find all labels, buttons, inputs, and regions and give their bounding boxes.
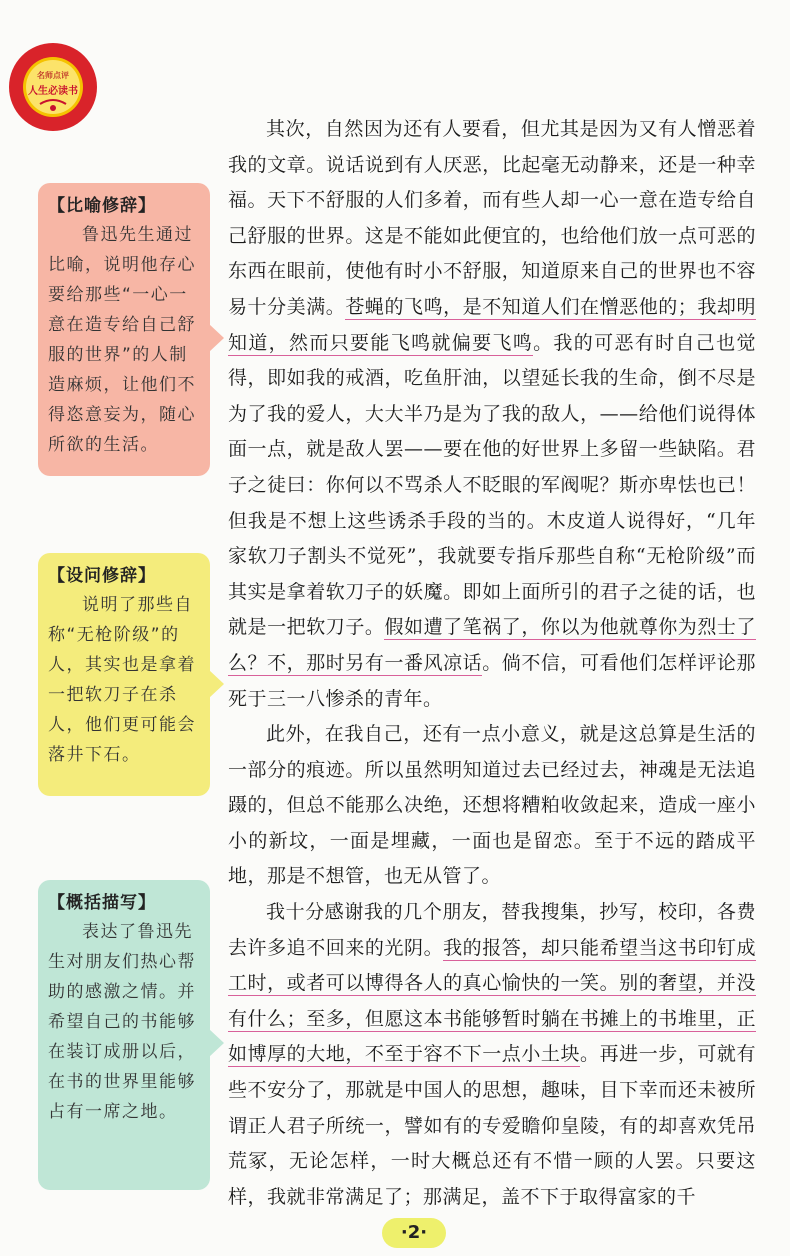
- text-run: 我十分感谢我的几个朋友，替我搜集，抄写，校印，各费去许多追不回来的光阴。: [228, 901, 756, 959]
- badge-center-text: 人生必读书: [28, 86, 78, 97]
- annotation-title: 【概括描写】: [48, 893, 156, 913]
- underlined-passage: 假如遭了笔祸了，你以为他就尊你为烈士了么？不，那时另有一番风凉话: [228, 616, 756, 674]
- annotation-title: 【比喻修辞】: [48, 196, 156, 216]
- series-badge-logo: [8, 42, 98, 132]
- body-text: [228, 112, 756, 1215]
- badge-top-text: 名师点评: [37, 71, 69, 80]
- paragraph: [228, 112, 756, 717]
- annotation-text: 说明了那些自称“无枪阶级”的人，其实也是拿着一把软刀子在杀人，他们更可能会落井下石。: [48, 595, 196, 765]
- text-run: 。再进一步，可就有些不安分了，那就是中国人的思想，趣味，目下幸而还未被所谓正人君子所统一，譬如有的专爱瞻仰皇陵，有的却喜欢凭吊荒冢，无论怎样，一时大概总还有不惜一顾的人罢。只要这样，我就非常满足了；那满足，盖不下于取得富家的千: [228, 1043, 756, 1208]
- text-run: 。我的可恶有时自己也觉得，即如我的戒酒，吃鱼肝油，以望延长我的生命，倒不尽是为了我的爱人，大大半乃是为了我的敌人，——给他们说得体面一点，就是敌人罢——要在他的好世界上多留一些缺陷。君子之徒曰：你何以不骂杀人不眨眼的军阀呢？斯亦卑怯也已！但我是不想上这些诱杀手段的当的。木皮道人说得好，“几年家软刀子割头不觉死”，我就要专指斥那些自称“无枪阶级”而其实是拿着软刀子的妖魔。即如上面所引的君子之徒的话，也就是一把软刀子。: [228, 331, 756, 639]
- badge-emblem-icon: [8, 42, 98, 132]
- page-number: ·2·: [382, 1218, 446, 1248]
- underlined-passage: 我的报答，却只能希望当这书印钉成工时，或者可以博得各人的真心愉快的一笑。别的奢望，并没有什么；至多，但愿这本书能够暂时躺在书摊上的书堆里，正如博厚的大地，不至于容不下一点小土块: [228, 936, 756, 1066]
- annotation-rhetorical-question: [38, 553, 210, 796]
- text-run: 。倘不信，可看他们怎样评论那死于三一八惨杀的青年。: [228, 651, 756, 710]
- paragraph: [228, 717, 756, 895]
- annotation-title: 【设问修辞】: [48, 566, 156, 586]
- text-run: 此外，在我自己，还有一点小意义，就是这总算是生活的一部分的痕迹。所以虽然明知道过去已经过去，神魂是无法追蹑的，但总不能那么决绝，还想将糟粕收敛起来，造成一座小小的新坟，一面是埋藏，一面也是留恋。至于不远的踏成平地，那是不想管，也无从管了。: [228, 723, 756, 888]
- annotation-summary: [38, 880, 210, 1190]
- annotation-text: 表达了鲁迅先生对朋友们热心帮助的感激之情。并希望自己的书能够在装订成册以后，在书的世界里能够占有一席之地。: [48, 922, 196, 1122]
- paragraph: [228, 895, 756, 1215]
- annotation-metaphor: [38, 183, 210, 476]
- annotation-text: 鲁迅先生通过比喻，说明他存心要给那些“一心一意在造专给自己舒服的世界”的人制造麻烦，让他们不得恣意妄为，随心所欲的生活。: [48, 225, 196, 455]
- underlined-passage: 苍蝇的飞鸣，是不知道人们在憎恶他的；我却明知道，然而只要能飞鸣就偏要飞鸣: [228, 295, 756, 354]
- text-run: 其次，自然因为还有人要看，但尤其是因为又有人憎恶着我的文章。说话说到有人厌恶，比起毫无动静来，还是一种幸福。天下不舒服的人们多着，而有些人却一心一意在造专给自己舒服的世界。这是不能如此便宜的，也给他们放一点可恶的东西在眼前，使他有时小不舒服，知道原来自己的世界也不容易十分美满。: [228, 118, 756, 318]
